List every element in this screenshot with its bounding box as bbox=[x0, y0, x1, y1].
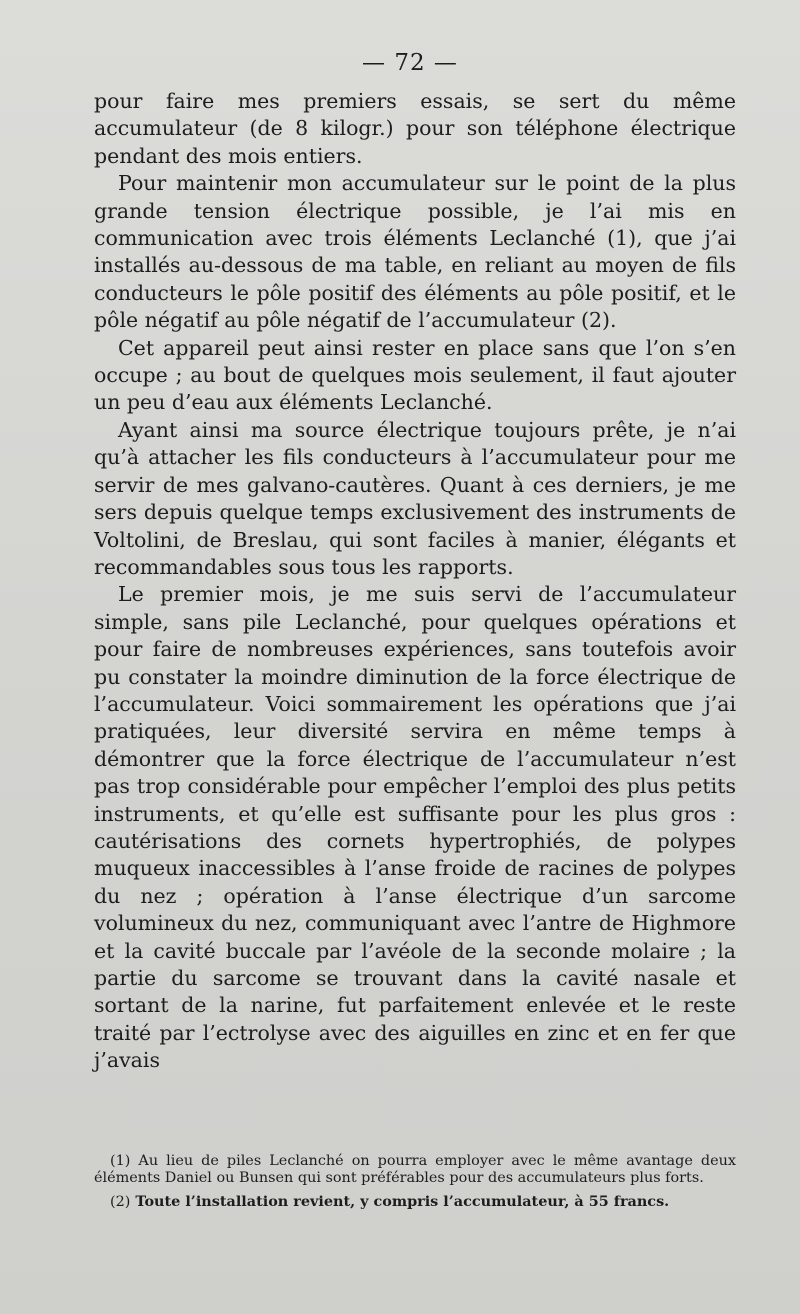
paragraph-accumulator-tension: Pour maintenir mon accumulateur sur le point de la plus grande tension électrique possible, je l’ai mis en communication avec trois éléments Leclanché (1), que j’ai installés au-dessous de ma table, en reliant au moyen de fils conducteurs le pôle positif des éléments au pôle positif, et le pôle négatif au pôle négatif de l’accumulateur (2). bbox=[94, 171, 736, 333]
footnote-1-mark: (1) bbox=[110, 1153, 131, 1169]
paragraph-galvano-cauteres: Ayant ainsi ma source électrique toujours prête, je n’ai qu’à attacher les fils conducteurs à l’accumulateur pour me servir de mes galvano-cautères. Quant à ces derniers, je me sers depuis quelque temps exclusivement des instruments de Voltolini, de Breslau, qui sont faciles à manier, élégants et recommandables sous tous les rapports. bbox=[94, 417, 736, 579]
footnote-1-text: Au lieu de piles Leclanché on pourra employer avec le même avantage deux éléments Daniel ou Bunsen qui sont préférables pour des accumulateurs plus forts. bbox=[94, 1153, 736, 1186]
paragraph-operations: Le premier mois, je me suis servi de l’accumulateur simple, sans pile Leclanché, pour quelques opérations et pour faire de nombreuses expériences, sans toutefois avoir pu constater la moindre diminution de la force électrique de l’accumulateur. Voici sommairement les opérations que j’ai pratiquées, leur diversité servira en même temps à démontrer que la force électrique de l’accumulateur n’est pas trop considérable pour empêcher l’emploi des plus petits instruments, et qu’elle est suffisante pour les plus gros : cautérisations des cornets hypertrophiés, de polypes muqueux inaccessibles à l’anse froide de racines de polypes du nez ; opération à l’anse électrique d’un sarcome volumineux du nez, communiquant avec l’antre de Highmore et la cavité buccale par l’avéole de la seconde molaire ; la partie du sarcome se trouvant dans la cavité nasale et sortant de la narine, fut parfaitement enlevée et le reste traité par l’ectrolyse avec des aiguilles en zinc et en fer que j’avais bbox=[94, 582, 736, 1073]
footnote-2-mark: (2) bbox=[110, 1194, 131, 1210]
page-number: — 72 — bbox=[362, 50, 458, 76]
footnote-1 bbox=[94, 1153, 736, 1187]
paragraph-maintenance: Cet appareil peut ainsi rester en place sans que l’on s’en occupe ; au bout de quelques mois seulement, il faut ajouter un peu d’eau aux éléments Leclanché. bbox=[94, 335, 736, 415]
footnote-2 bbox=[94, 1193, 736, 1211]
paragraph-continuation: pour faire mes premiers essais, se sert du même accumulateur (de 8 kilogr.) pour son téléphone électrique pendant des mois entiers. bbox=[94, 89, 736, 168]
footnotes bbox=[94, 1153, 736, 1211]
footnote-2-text: Toute l’installation revient, y compris l’accumulateur, à 55 francs. bbox=[135, 1193, 670, 1210]
body-text bbox=[94, 88, 736, 1075]
